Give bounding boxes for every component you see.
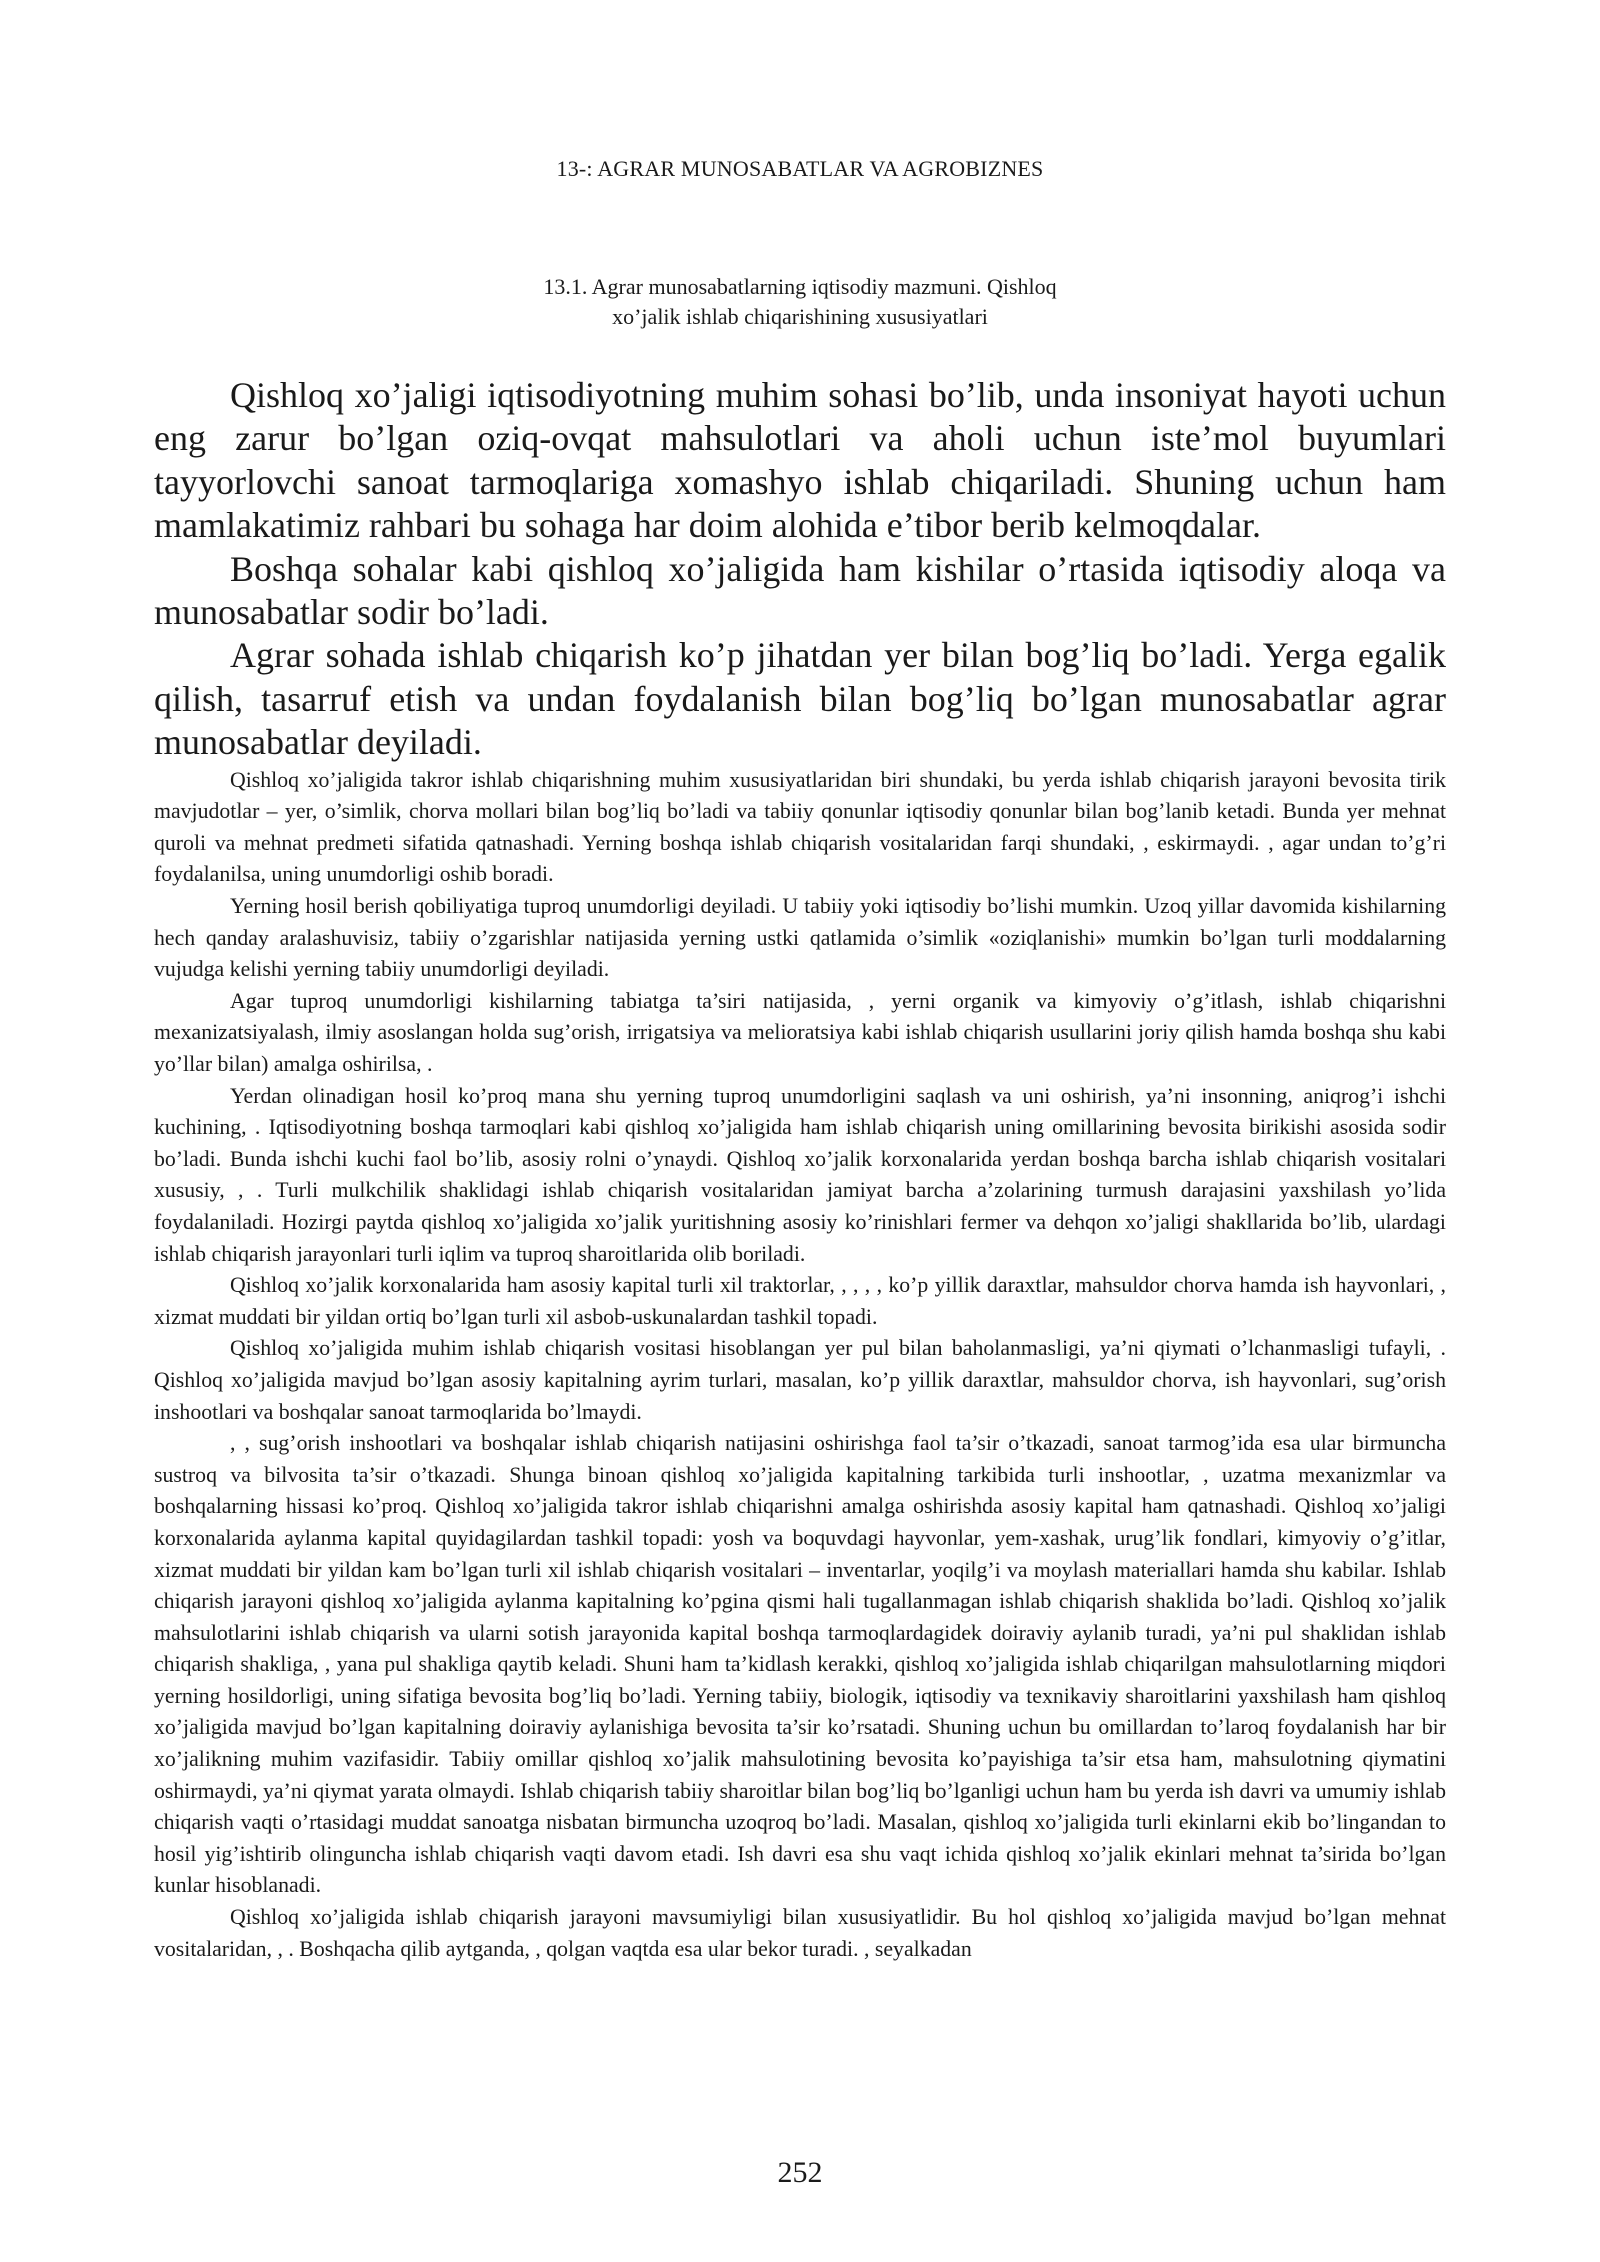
section-heading-line-2: xo’jalik ishlab chiqarishining xususiyatlari [612,304,988,329]
body-paragraph: Qishloq xo’jaligida takror ishlab chiqarishning muhim xususiyatlaridan biri shundaki, bu yerda ishlab chiqarish jarayoni bevosita tirik mavjudotlar – yer, o’simlik, chorva mollari bilan bog’liq bo’ladi va tabiiy qonunlar iqtisodiy qonunlar bilan bog’lanib ketadi. Bunda yer mehnat quroli va mehnat predmeti sifatida qatnashadi. Yerning boshqa ishlab chiqarish vositalaridan farqi shundaki, , eskirmaydi. , agar undan to’g’ri foydalanilsa, uning unumdorligi oshib boradi. [154,767,1446,887]
section-heading-line-1: 13.1. Agrar munosabatlarning iqtisodiy mazmuni. Qishloq [543,274,1057,299]
body-paragraph: Yerning hosil berish qobiliyatiga tuproq unumdorligi deyiladi. U tabiiy yoki iqtisodiy bo’lishi mumkin. Uzoq yillar davomida kishilarning hech qanday aralashuvisiz, tabiiy o’zgarishlar natijasida yerning ustki qatlamida o’simlik «oziqlanishi» mumkin bo’lgan turli moddalarning vujudga kelishi yerning tabiiy unumdorligi deyiladi. [154,894,1446,982]
lead-text [154,374,1446,765]
lead-paragraph: Agrar sohada ishlab chiqarish ko’p jihatdan yer bilan bog’liq bo’ladi. Yerga egalik qilish, tasarruf etish va undan foydalanish bilan bog’liq bo’lgan munosabatlar agrar munosabatlar deyiladi. [154,635,1446,763]
body-paragraph: , , sug’orish inshootlari va boshqalar ishlab chiqarish natijasini oshirishga faol ta’sir o’tkazadi, sanoat tarmog’ida esa ular birmuncha sustroq va bilvosita ta’sir o’tkazadi. Shunga binoan qishloq xo’jaligida kapitalning tarkibida turli inshootlar, , uzatma mexanizmlar va boshqalarning hissasi ko’proq. Qishloq xo’jaligida takror ishlab chiqarishni amalga oshirishda asosiy kapital ham qatnashadi. Qishloq xo’jaligi korxonalarida aylanma kapital quyidagilardan tashkil topadi: yosh va boquvdagi hayvonlar, yem-xashak, urug’lik fondlari, kimyoviy o’g’itlar, xizmat muddati bir yildan kam bo’lgan turli xil ishlab chiqarish vositalari – inventarlar, yoqilg’i va moylash materiallari hamda shu kabilar. Ishlab chiqarish jarayoni qishloq xo’jaligida aylanma kapitalning ko’pgina qismi hali tugallanmagan ishlab chiqarish shaklida bo’ladi. Qishloq xo’jalik mahsulotlarini ishlab chiqarish va ularni sotish jarayonida kapital boshqa tarmoqlardagidek doiraviy aylanib turadi, ya’ni pul shaklidan ishlab chiqarish shakliga, , yana pul shakliga qaytib keladi. Shuni ham ta’kidlash kerakki, qishloq xo’jaligida ishlab chiqarilgan mahsulotlarning miqdori yerning hosildorligi, uning sifatiga bevosita bog’liq bo’ladi. Yerning tabiiy, biologik, iqtisodiy va texnikaviy sharoitlarini yaxshilash ham qishloq xo’jaligida mavjud bo’lgan kapitalning doiraviy aylanishiga bevosita ta’sir ko’rsatadi. Shuning uchun bu omillardan to’laroq foydalanish har bir xo’jalikning muhim vazifasidir. Tabiiy omillar qishloq xo’jalik mahsulotining bevosita ko’payishiga ta’sir etsa ham, mahsulotning qiymatini oshirmaydi, ya’ni qiymat yarata olmaydi. Ishlab chiqarish tabiiy sharoitlar bilan bog’liq bo’lganligi uchun ham bu yerda ish davri va umumiy ishlab chiqarish vaqti o’rtasidagi muddat sanoatga nisbatan birmuncha uzoqroq bo’ladi. Masalan, qishloq xo’jaligida turli ekinlarni ekib bo’lingandan to hosil yig’ishtirib olinguncha ishlab chiqarish vaqti davom etadi. Ish davri esa shu vaqt ichida qishloq xo’jalik ekinlari mehnat ta’sirida bo’lgan kunlar hisoblanadi. [154,1431,1446,1898]
lead-paragraph: Qishloq xo’jaligi iqtisodiyotning muhim sohasi bo’lib, unda insoniyat hayoti uchun eng zarur bo’lgan oziq-ovqat mahsulotlari va aholi uchun iste’mol buyumlari tayyorlovchi sanoat tarmoqlariga xomashyo ishlab chiqariladi. Shuning uchun ham mamlakatimiz rahbari bu sohaga har doim alohida e’tibor berib kelmoqdalar. [154,375,1446,546]
body-text [154,765,1446,1966]
body-paragraph: Qishloq xo’jaligida muhim ishlab chiqarish vositasi hisoblangan yer pul bilan baholanmasligi, ya’ni qiymati o’lchanmasligi tufayli, . Qishloq xo’jaligida mavjud bo’lgan asosiy kapitalning ayrim turlari, masalan, ko’p yillik daraxtlar, mahsuldor chorva, ish hayvonlari, sug’orish inshootlari va boshqalar sanoat tarmoqlarida bo’lmaydi. [154,1336,1446,1424]
body-paragraph: Agar tuproq unumdorligi kishilarning tabiatga ta’siri natijasida, , yerni organik va kimyoviy o’g’itlash, ishlab chiqarishni mexanizatsiyalash, ilmiy asoslangan holda sug’orish, irrigatsiya va melioratsiya kabi ishlab chiqarish usullarini joriy qilish hamda boshqa shu kabi yo’llar bilan) amalga oshirilsa, . [154,988,1446,1076]
body-paragraph: Yerdan olinadigan hosil ko’proq mana shu yerning tuproq unumdorligini saqlash va uni oshirish, ya’ni insonning, aniqrog’i ishchi kuchining, . Iqtisodiyotning boshqa tarmoqlari kabi qishloq xo’jaligida ham ishlab chiqarish uning omillarining bevosita birikishi asosida sodir bo’ladi. Bunda ishchi kuchi faol bo’lib, asosiy rolni o’ynaydi. Qishloq xo’jalik korxonalarida yerdan boshqa barcha ishlab chiqarish vositalari xususiy, , . Turli mulkchilik shaklidagi ishlab chiqarish vositalaridan jamiyat barcha a’zolarining turmush darajasini yaxshilash yo’lida foydalaniladi. Hozirgi paytda qishloq xo’jaligida xo’jalik yuritishning asosiy ko’rinishlari fermer va dehqon xo’jaligi shakllarida bo’lib, ulardagi ishlab chiqarish jarayonlari turli iqlim va tuproq sharoitlarida olib boriladi. [154,1083,1446,1266]
document-body [154,374,1446,1965]
running-title: 13-: AGRAR MUNOSABATLAR VA AGROBIZNES [556,156,1044,181]
section-heading [0,272,1600,332]
body-paragraph: Qishloq xo’jaligida ishlab chiqarish jarayoni mavsumiyligi bilan xususiyatlidir. Bu hol qishloq xo’jaligida mavjud bo’lgan mehnat vositalaridan, , . Boshqacha qilib aytganda, , qolgan vaqtda esa ular bekor turadi. , seyalkadan [154,1905,1446,1961]
lead-paragraph: Boshqa sohalar kabi qishloq xo’jaligida ham kishilar o’rtasida iqtisodiy aloqa va munosabatlar sodir bo’ladi. [154,548,1446,633]
body-paragraph: Qishloq xo’jalik korxonalarida ham asosiy kapital turli xil traktorlar, , , , , ko’p yillik daraxtlar, mahsuldor chorva hamda ish hayvonlari, , xizmat muddati bir yildan ortiq bo’lgan turli xil asbob-uskunalardan tashkil topadi. [154,1273,1446,1329]
page-number: 252 [777,2156,823,2189]
